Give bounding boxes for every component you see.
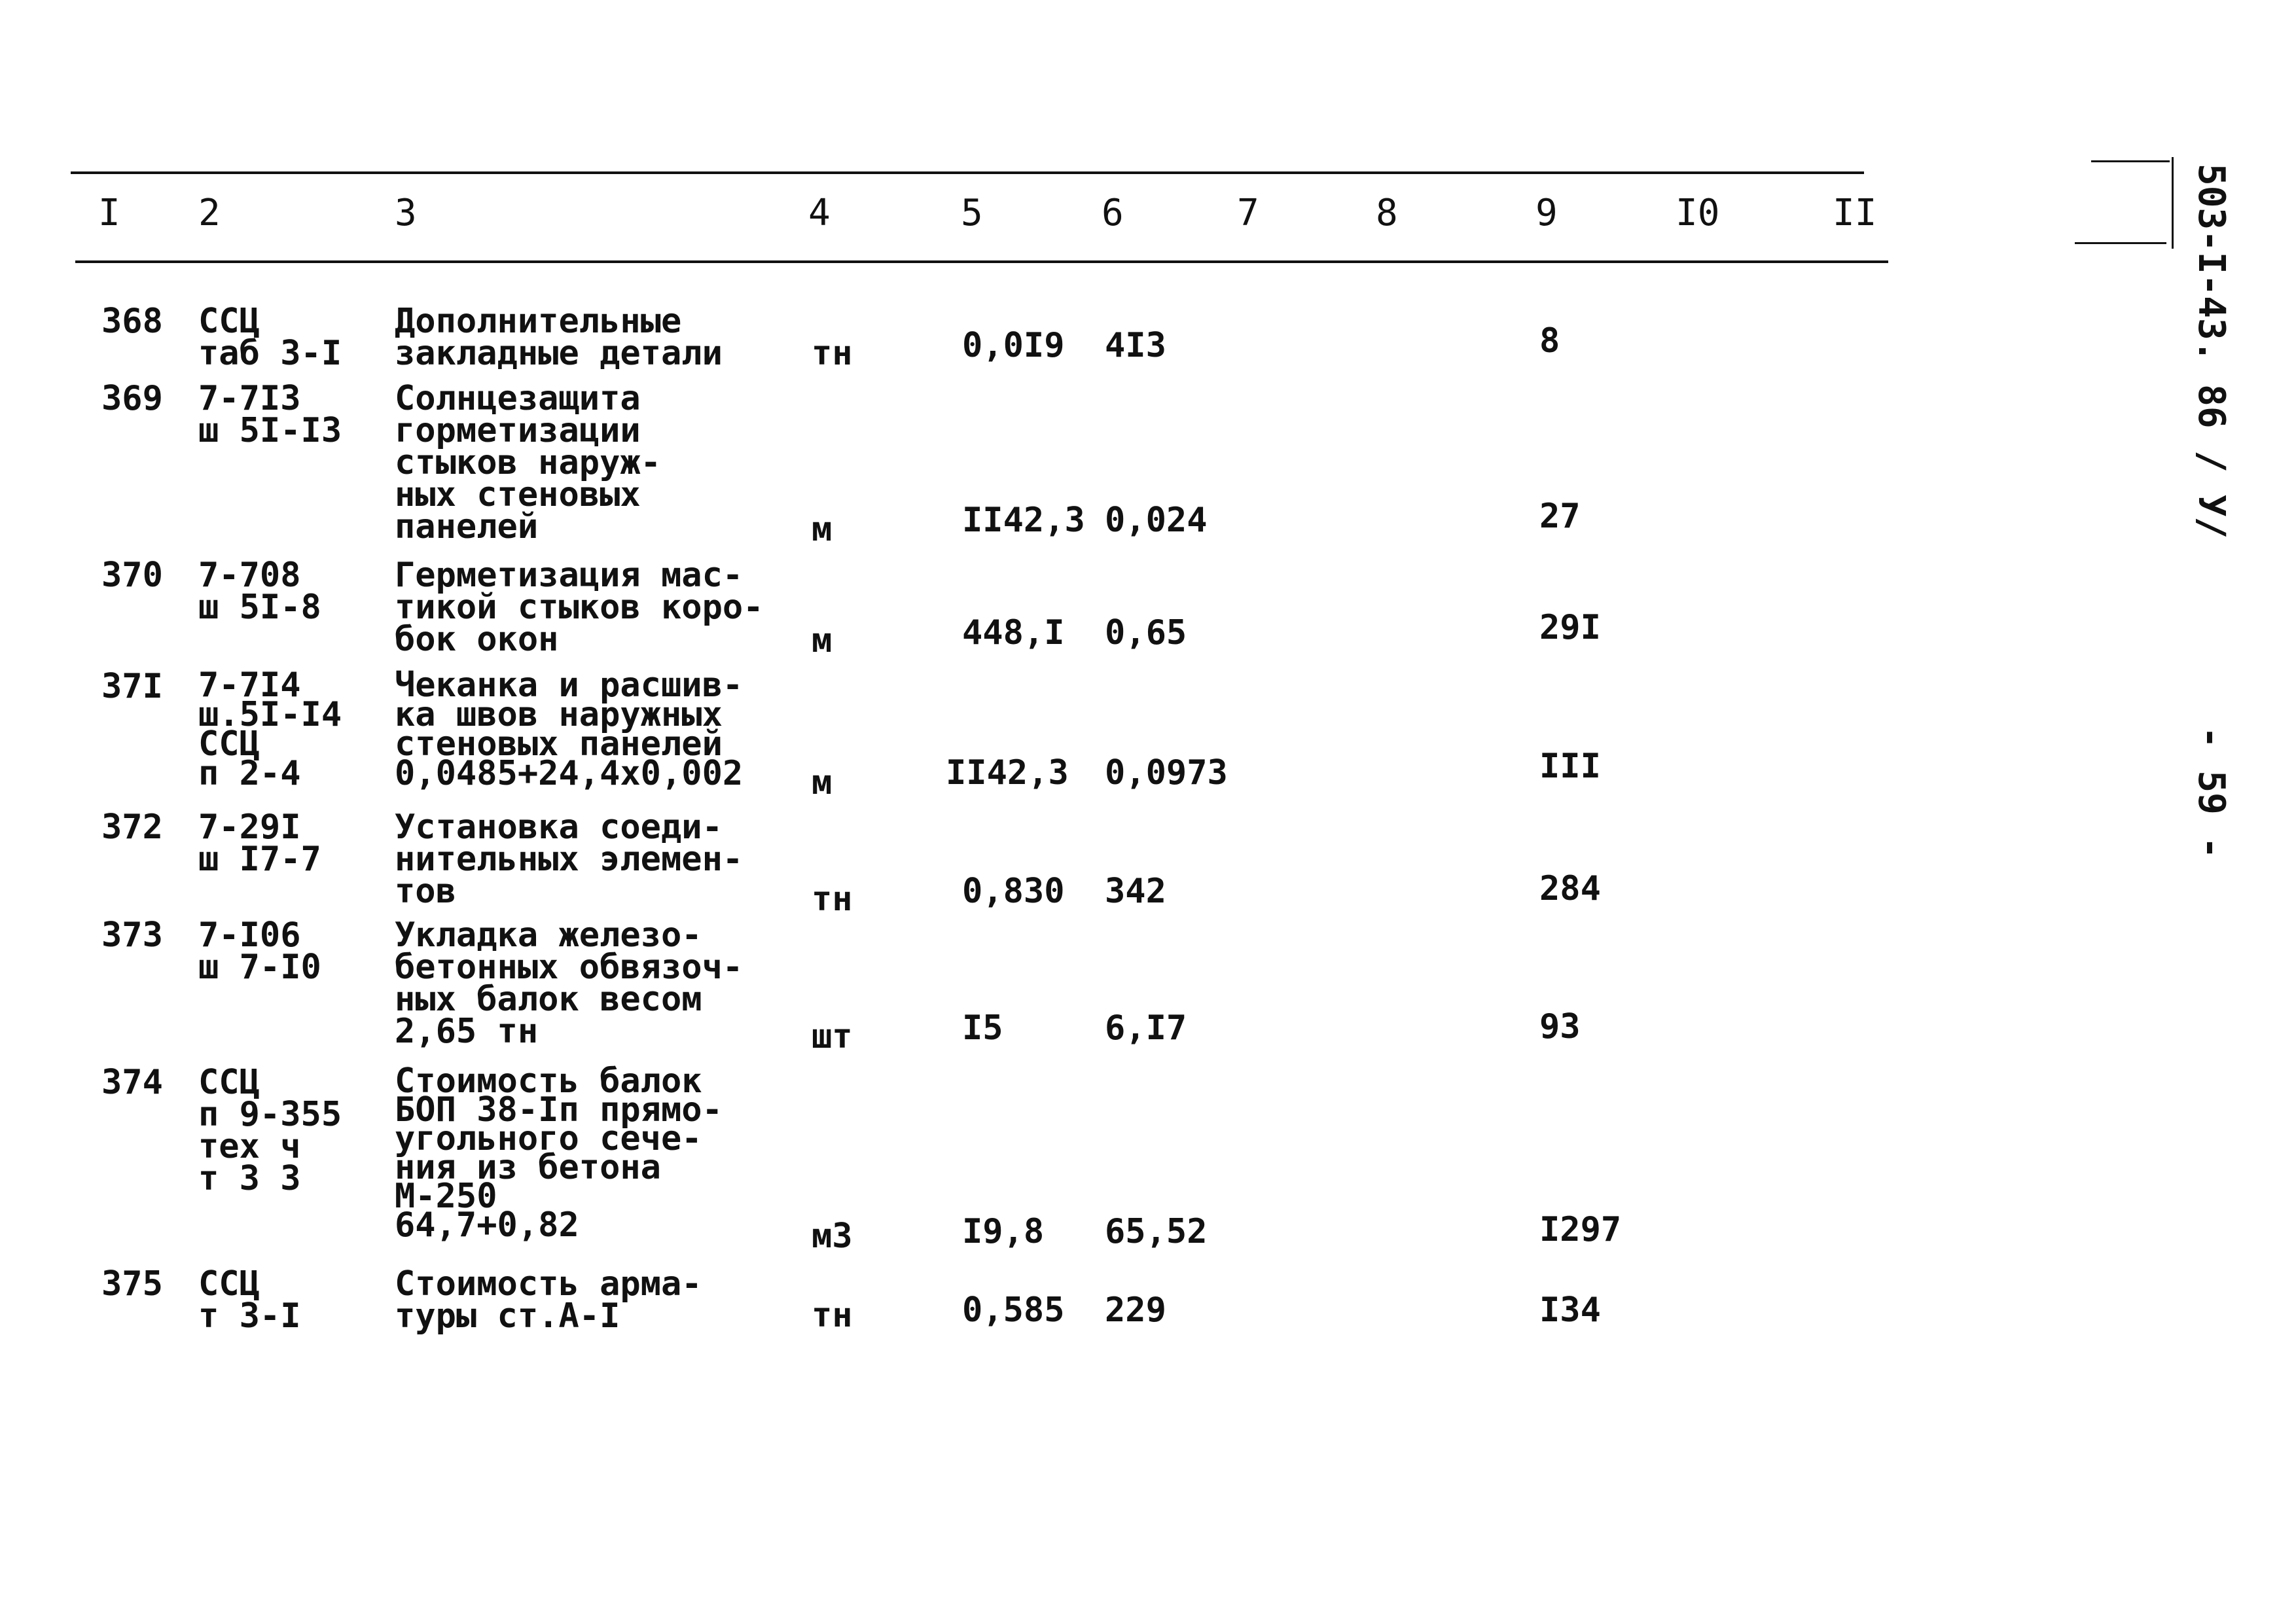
row-quantity: II42,3 — [962, 501, 1085, 540]
row-unit-price: 229 — [1105, 1291, 1166, 1330]
row-quantity: I9,8 — [962, 1212, 1045, 1251]
row-description: Солнцезащита горметизации стыков наруж- ных стеновых панелей — [395, 379, 661, 546]
row-quantity: I5 — [962, 1008, 1003, 1048]
row-unit: тн — [812, 1296, 853, 1335]
row-quantity: 0,585 — [962, 1291, 1065, 1330]
row-total: 93 — [1539, 1007, 1581, 1046]
row-description: Стоимость балок БОП 38-Iп прямо- угольного сече- ния из бетона М-250 64,7+0,82 — [395, 1061, 723, 1245]
header-col-3: 3 — [395, 192, 417, 234]
row-number: 37I — [101, 667, 163, 706]
document-code: 503-I-43. 86 / У/ — [2190, 164, 2233, 539]
header-col-5: 5 — [961, 192, 983, 234]
header-col-8: 8 — [1376, 192, 1398, 234]
header-col-11: II — [1833, 192, 1877, 234]
page-number: - 59 - — [2190, 726, 2233, 859]
header-col-6: 6 — [1102, 192, 1124, 234]
side-rule-vertical — [2172, 157, 2174, 249]
row-total: 29I — [1539, 608, 1601, 647]
row-unit-price: 0,0973 — [1105, 753, 1228, 793]
row-total: 284 — [1539, 869, 1601, 908]
row-code: 7-29I ш I7-7 — [198, 808, 321, 879]
row-unit-price: 0,024 — [1105, 501, 1208, 540]
row-number: 370 — [101, 556, 163, 595]
row-total: 8 — [1539, 321, 1560, 361]
header-col-7: 7 — [1237, 192, 1259, 234]
row-description: Дополнительные закладные детали — [395, 302, 723, 373]
row-number: 372 — [101, 808, 163, 847]
table-top-rule — [71, 171, 1864, 174]
row-code: ССЦ п 9-355 тех ч т 3 3 — [198, 1063, 342, 1198]
row-number: 369 — [101, 379, 163, 418]
row-code: 7-7I4 ш.5I-I4 ССЦ п 2-4 — [198, 666, 342, 793]
row-total: 27 — [1539, 497, 1581, 536]
row-unit: м3 — [812, 1217, 853, 1256]
row-unit: тн — [812, 334, 853, 373]
row-total: III — [1539, 747, 1601, 786]
row-quantity: 448,I — [962, 613, 1065, 652]
row-code: 7-I06 ш 7-I0 — [198, 916, 321, 987]
row-unit-price: 342 — [1105, 872, 1166, 911]
header-col-1: I — [98, 192, 120, 234]
row-unit-price: 6,I7 — [1105, 1008, 1187, 1048]
row-quantity: 0,830 — [962, 872, 1065, 911]
header-col-9: 9 — [1535, 192, 1558, 234]
table-header-rule — [75, 260, 1888, 263]
row-unit: шт — [812, 1017, 853, 1056]
row-unit-price: 65,52 — [1105, 1212, 1208, 1251]
row-quantity: II42,3 — [946, 753, 1069, 793]
row-code: 7-708 ш 5I-8 — [198, 556, 321, 627]
row-code: ССЦ таб 3-I — [198, 302, 342, 373]
row-unit: тн — [812, 880, 853, 919]
row-description: Стоимость арма- туры ст.А-I — [395, 1264, 702, 1336]
header-col-2: 2 — [198, 192, 221, 234]
row-total: I297 — [1539, 1210, 1622, 1249]
side-rule-top — [2091, 160, 2170, 162]
row-unit: м — [812, 763, 833, 802]
row-total: I34 — [1539, 1291, 1601, 1330]
row-description: Чеканка и расшив- ка швов наружных стеновых панелей 0,0485+24,4х0,002 — [395, 666, 744, 793]
row-description: Укладка железо- бетонных обвязоч- ных балок весом 2,65 тн — [395, 916, 744, 1051]
row-unit: м — [812, 510, 833, 549]
row-unit-price: 4I3 — [1105, 326, 1166, 365]
header-col-4: 4 — [808, 192, 831, 234]
row-unit: м — [812, 621, 833, 660]
header-col-10: I0 — [1676, 192, 1720, 234]
side-rule-bottom — [2075, 242, 2166, 244]
row-description: Герметизация мас- тикой стыков коро- бок окон — [395, 556, 764, 659]
row-unit-price: 0,65 — [1105, 613, 1187, 652]
row-number: 375 — [101, 1264, 163, 1304]
row-number: 368 — [101, 302, 163, 341]
row-code: ССЦ т 3-I — [198, 1264, 301, 1336]
row-number: 373 — [101, 916, 163, 955]
row-quantity: 0,0I9 — [962, 326, 1065, 365]
row-number: 374 — [101, 1063, 163, 1102]
row-code: 7-7I3 ш 5I-I3 — [198, 379, 342, 450]
row-description: Установка соеди- нительных элемен- тов — [395, 808, 744, 911]
